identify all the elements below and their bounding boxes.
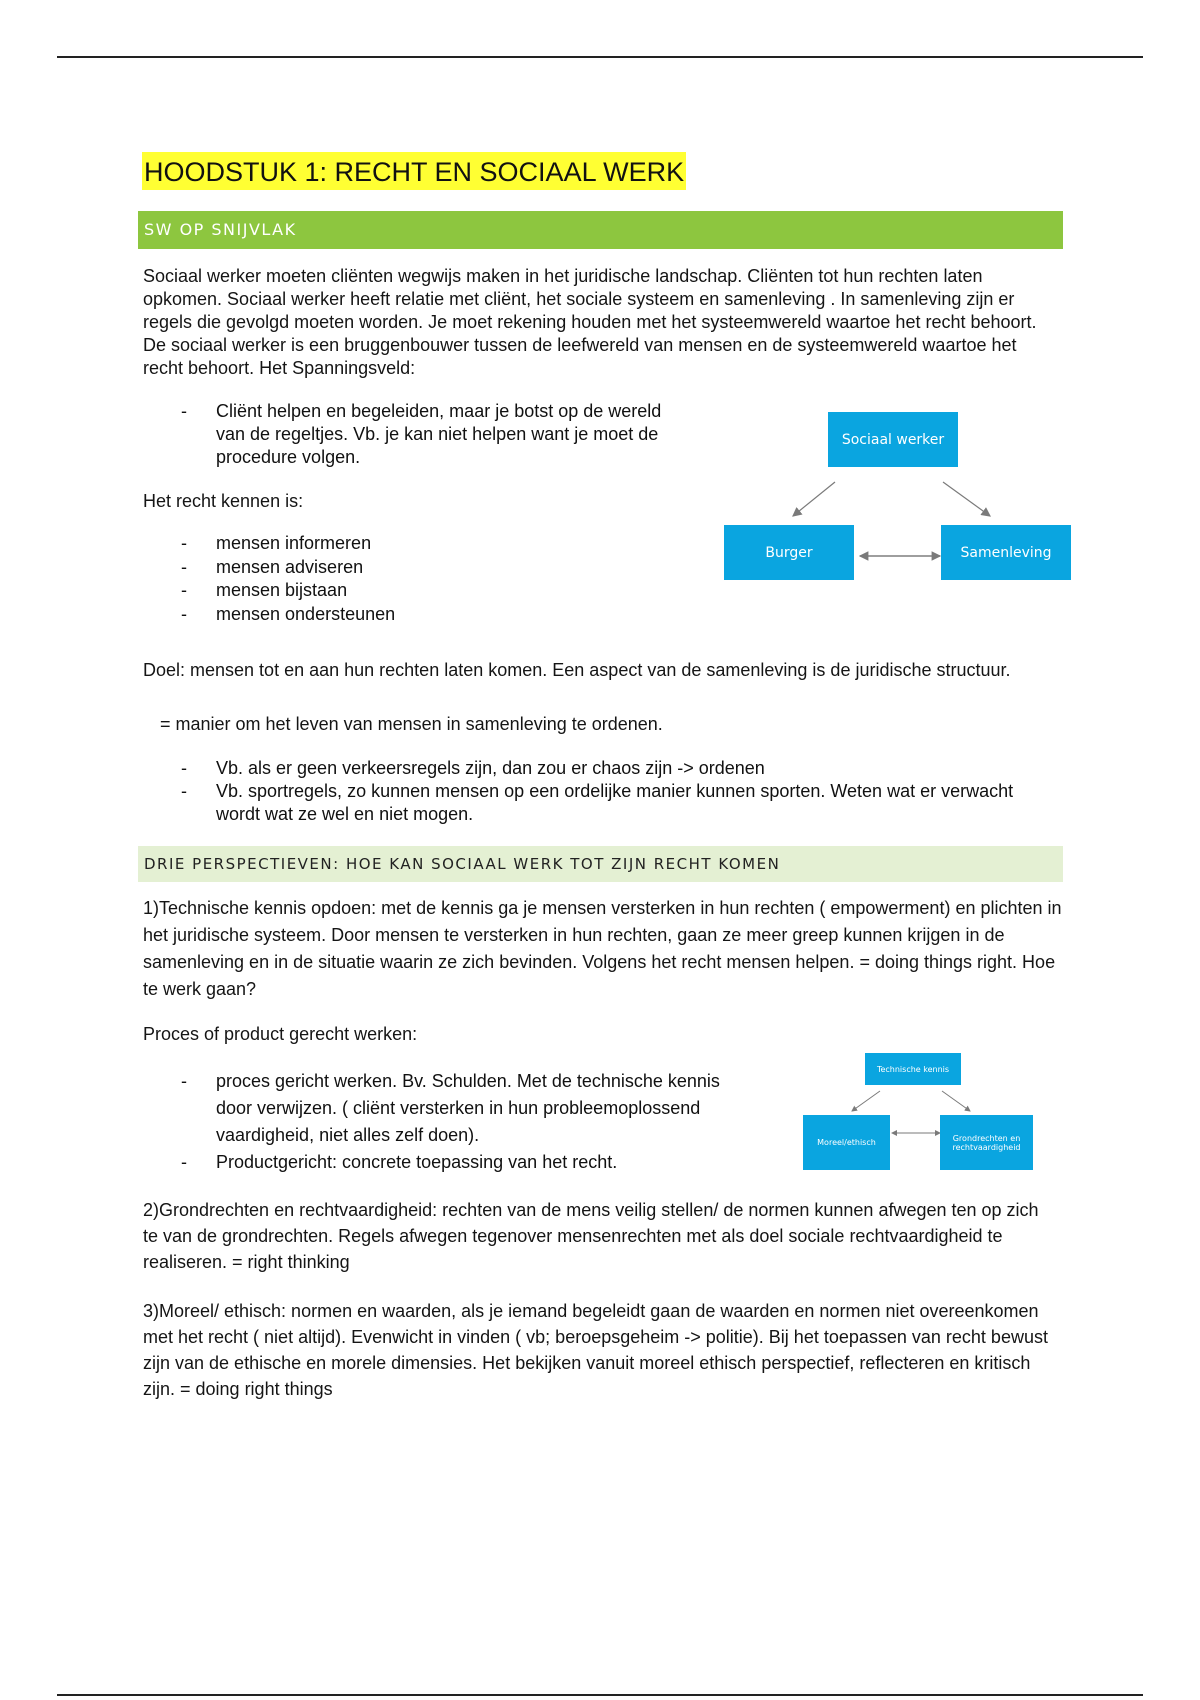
list-item: - mensen informeren: [181, 533, 372, 553]
list-item: - mensen ondersteunen: [181, 603, 396, 624]
proces-list: [143, 1068, 743, 1176]
diagram-box-samenleving: Samenleving: [941, 525, 1071, 580]
list-item: - Productgericht: concrete toepassing van het recht.: [181, 1152, 618, 1172]
diagram-box-grondrechten: Grondrechten en rechtvaardigheid: [940, 1115, 1033, 1170]
diagram-box-moreel-ethisch: Moreel/ethisch: [803, 1115, 890, 1170]
diagram-box-technische-kennis: Technische kennis: [865, 1053, 961, 1085]
perspectieven-diagram: [800, 1053, 1040, 1173]
grondrechten-paragraph: 2)Grondrechten en rechtvaardigheid: rechten van de mens veilig stellen/ de normen kunnen afwegen ten op zich te van de grondrechten. Regels afwegen tegenover mensenrechten met als doel sociale rechtvaardigheid te realiseren. = right thinking: [143, 1200, 1039, 1272]
list-item: - Vb. sportregels, zo kunnen mensen op een ordelijke manier kunnen sporten. Weten wat er verwacht wordt wat ze wel en niet mogen.: [181, 781, 1014, 824]
page-title: HOODSTUK 1: RECHT EN SOCIAAL WERK: [142, 152, 686, 190]
proces-label: Proces of product gerecht werken:: [143, 1024, 418, 1044]
list-item: - proces gericht werken. Bv. Schulden. Met de technische kennis door verwijzen. ( cliënt versterken in hun probleemoplossend vaardigheid, niet alles zelf doen).: [181, 1071, 720, 1145]
section-heading-perspectieven: DRIE PERSPECTIEVEN: HOE KAN SOCIAAL WERK TOT ZIJN RECHT KOMEN: [138, 846, 1063, 882]
doel-paragraph: Doel: mensen tot en aan hun rechten laten komen. Een aspect van de samenleving is de juridische structuur.: [143, 660, 1011, 680]
list-item: - Vb. als er geen verkeersregels zijn, dan zou er chaos zijn -> ordenen: [181, 758, 765, 778]
diagram-box-sociaal-werker: Sociaal werker: [828, 412, 958, 467]
moreel-ethisch-paragraph: 3)Moreel/ ethisch: normen en waarden, als je iemand begeleidt gaan de waarden en normen niet overeenkomen met het recht ( niet altijd). Evenwicht in vinden ( vb; beroepsgeheim -> politie). Bij het toepassen van recht bewust zijn van de ethische en morele dimensies. Het bekijken vanuit moreel ethisch perspectief, reflecteren en kritisch zijn. = doing right things: [143, 1301, 1048, 1399]
list-item: - mensen adviseren: [181, 556, 364, 577]
intro-paragraph: Sociaal werker moeten cliënten wegwijs maken in het juridische landschap. Cliënten tot hun rechten laten opkomen. Sociaal werker heeft relatie met cliënt, het sociale systeem en samenleving . In samenleving zijn er regels die gevolgd moeten worden. Je moet rekening houden met het systeemwereld waartoe het recht behoort. De sociaal werker is een bruggenbouwer tussen de leefwereld van mensen en de systeemwereld waartoe het recht behoort. Het Spanningsveld:: [143, 266, 1037, 378]
spanningsveld-diagram: [720, 412, 1075, 582]
definition-line: = manier om het leven van mensen in samenleving te ordenen.: [160, 714, 663, 734]
examples-list: [143, 757, 1058, 826]
technische-kennis-paragraph: 1)Technische kennis opdoen: met de kennis ga je mensen versterken in hun rechten ( empowerment) en plichten in het juridische systeem. Door mensen te versterken in hun rechten, gaan ze meer greep kunnen krijgen in de samenleving en in de situatie waarin ze zich bevinden. Volgens het recht mensen helpen. = doing things right. Hoe te werk gaan?: [143, 898, 1062, 999]
section-heading-snijvlak: SW OP SNIJVLAK: [138, 211, 1063, 249]
recht-kennen-label: Het recht kennen is:: [143, 491, 304, 511]
list-item: - mensen bijstaan: [181, 580, 348, 600]
list-item: - Cliënt helpen en begeleiden, maar je botst op de wereld van de regeltjes. Vb. je kan niet helpen want je moet de procedure volgen.: [181, 401, 662, 467]
bottom-rule: [57, 1694, 1143, 1696]
top-rule: [57, 56, 1143, 58]
spanningsveld-list: [143, 400, 683, 469]
diagram-box-burger: Burger: [724, 525, 854, 580]
recht-kennen-list: [143, 532, 683, 626]
